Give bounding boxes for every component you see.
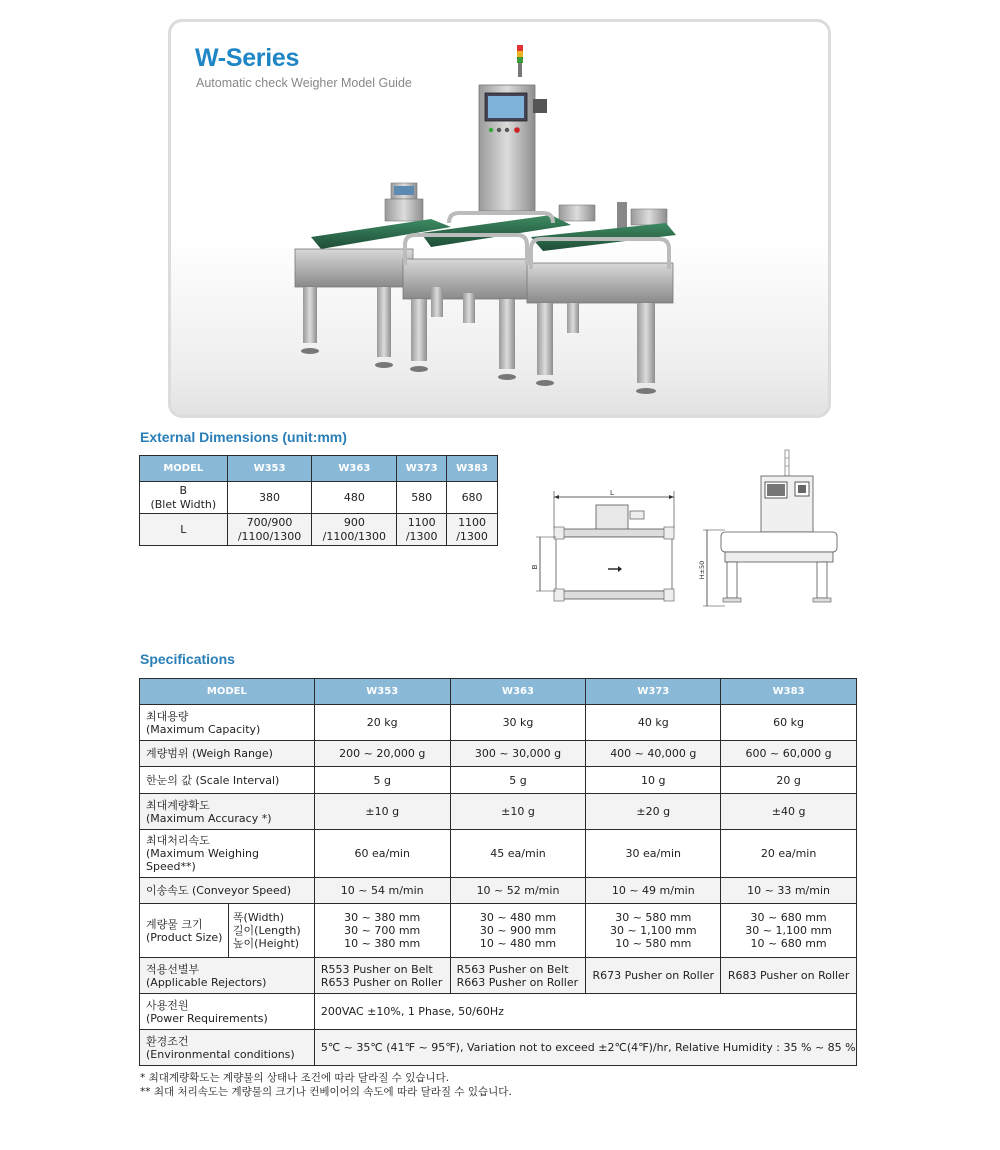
spec-header-w363: W363 <box>450 679 586 705</box>
dim-cell: 380 <box>227 482 312 514</box>
dim-row-belt-width: B (Blet Width) 380 480 580 680 <box>140 482 498 514</box>
footnotes <box>140 1071 512 1099</box>
dim-row-length: L 700/900 /1100/1300 900 /1100/1300 1100 /1300 1100 /1300 <box>140 514 498 546</box>
dim-header-w363: W363 <box>312 456 397 482</box>
diagram-label-length: L <box>610 489 614 497</box>
spec-row-conveyor-speed: 이송속도 (Conveyor Speed) 10 ~ 54 m/min 10 ~ 52 m/min 10 ~ 49 m/min 10 ~ 33 m/min <box>140 878 857 904</box>
spec-header-w383: W383 <box>721 679 857 705</box>
spec-header-w353: W353 <box>314 679 450 705</box>
spec-header-model: MODEL <box>140 679 315 705</box>
dim-cell: 480 <box>312 482 397 514</box>
dim-cell: 580 <box>397 482 447 514</box>
specifications-table <box>139 678 857 1066</box>
spec-row-scale-interval: 한눈의 값 (Scale Interval) 5 g 5 g 10 g 20 g <box>140 767 857 794</box>
spec-row-product-size: 계량물 크기 (Product Size) 폭(Width) 길이(Length) 높이(Height) 30 ~ 380 mm 30 ~ 700 mm 10 ~ 380 mm 30 ~ 480 mm 30 ~ 900 mm 10 ~ 480 mm 30 ~ 580 mm 30 ~ 1,100 mm 10 ~ 580 mm 30 ~ 680 mm 30 ~ 1,100 mm 10 ~ 680 mm <box>140 904 857 958</box>
hero-banner <box>168 19 831 418</box>
spec-row-environment: 환경조건 (Environmental conditions) 5℃ ~ 35℃ (41℉ ~ 95℉), Variation not to exceed ±2℃(4℉)/hr, Relative Humidity : 35 % ~ 85 % <box>140 1030 857 1066</box>
dim-header-w383: W383 <box>447 456 498 482</box>
diagram-label-width: B <box>531 564 539 570</box>
dimensions-title: External Dimensions (unit:mm) <box>140 429 347 445</box>
spec-header-w373: W373 <box>586 679 721 705</box>
spec-row-weighing-speed: 최대처리속도 (Maximum Weighing Speed**) 60 ea/min 45 ea/min 30 ea/min 20 ea/min <box>140 830 857 878</box>
spec-row-rejectors: 적용선별부 (Applicable Rejectors) R553 Pusher on Belt R653 Pusher on Roller R563 Pusher on Belt R663 Pusher on Roller R673 Pusher on Roller R683 Pusher on Roller <box>140 958 857 994</box>
diagram-label-height: H±50 <box>698 560 706 580</box>
hero-title: W-Series <box>195 44 300 72</box>
spec-row-capacity: 최대용량 (Maximum Capacity) 20 kg 30 kg 40 kg 60 kg <box>140 705 857 741</box>
hero-subtitle: Automatic check Weigher Model Guide <box>196 76 412 90</box>
dim-header-w353: W353 <box>227 456 312 482</box>
side-view-diagram <box>695 448 845 613</box>
checkweigher-machine-image <box>281 37 701 407</box>
top-view-diagram <box>530 485 680 615</box>
dimensions-table <box>139 455 498 546</box>
spec-row-weigh-range: 계량범위 (Weigh Range) 200 ~ 20,000 g 300 ~ 30,000 g 400 ~ 40,000 g 600 ~ 60,000 g <box>140 741 857 767</box>
footnote-accuracy: * 최대계량확도는 계량물의 상태나 조건에 따라 달라질 수 있습니다. <box>140 1072 450 1084</box>
dim-cell: 680 <box>447 482 498 514</box>
dim-header-model: MODEL <box>140 456 228 482</box>
dim-header-w373: W373 <box>397 456 447 482</box>
spec-row-power: 사용전원 (Power Requirements) 200VAC ±10%, 1 Phase, 50/60Hz <box>140 994 857 1030</box>
spec-row-accuracy: 최대계량확도 (Maximum Accuracy *) ±10 g ±10 g ±20 g ±40 g <box>140 794 857 830</box>
footnote-speed: ** 최대 처리속도는 계량물의 크기나 컨베이어의 속도에 따라 달라질 수 있습니다. <box>140 1086 512 1098</box>
specifications-title: Specifications <box>140 651 235 667</box>
